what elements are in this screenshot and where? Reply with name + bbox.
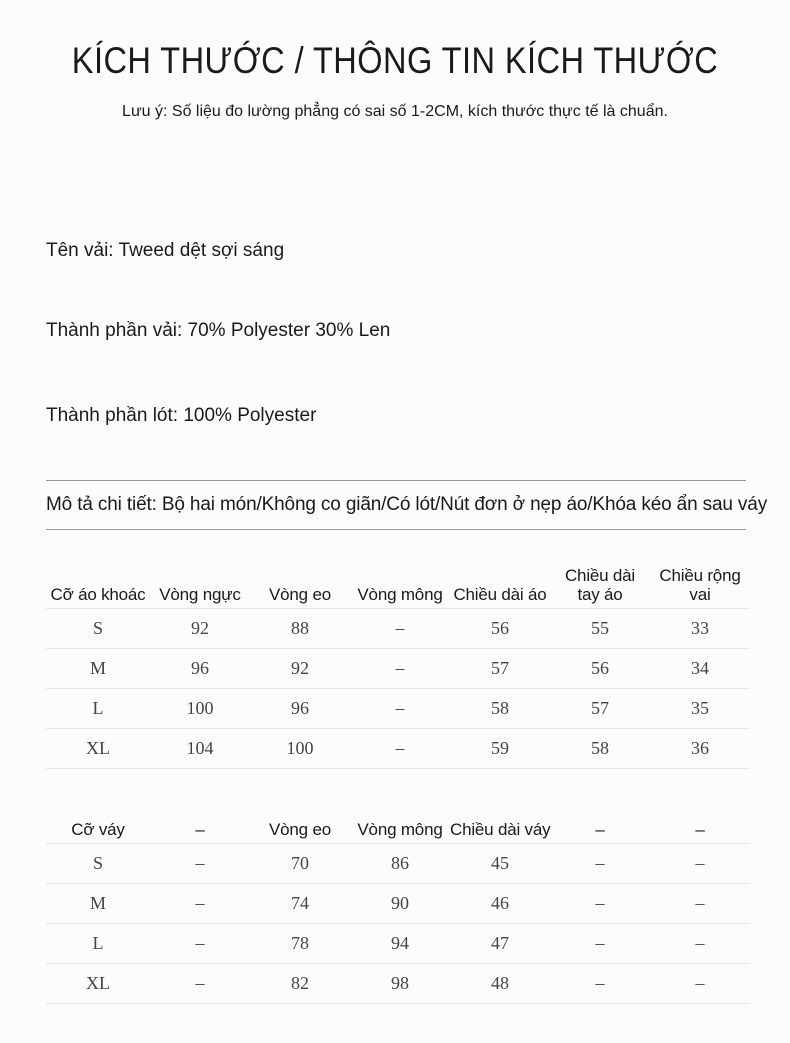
table-cell: – <box>350 609 450 649</box>
table-cell: 90 <box>350 884 450 924</box>
table-cell: – <box>650 924 750 964</box>
table-cell: – <box>350 729 450 769</box>
table-cell: – <box>150 924 250 964</box>
table-cell: 94 <box>350 924 450 964</box>
table-cell: 88 <box>250 609 350 649</box>
table-cell: 86 <box>350 844 450 884</box>
table-cell: XL <box>46 729 150 769</box>
table-cell: 74 <box>250 884 350 924</box>
table-cell: L <box>46 924 150 964</box>
skirt-header-hip: Vòng mông <box>350 820 450 844</box>
lining-composition: Thành phần lót: 100% Polyester <box>46 405 317 426</box>
table-cell: 57 <box>550 689 650 729</box>
table-cell: 46 <box>450 884 550 924</box>
table-cell: 56 <box>550 649 650 689</box>
jacket-header-bust: Vòng ngực <box>150 566 250 609</box>
table-row <box>46 964 750 1004</box>
table-cell: – <box>550 924 650 964</box>
table-cell: 104 <box>150 729 250 769</box>
table-cell: – <box>350 689 450 729</box>
skirt-header-length: Chiều dài váy <box>450 820 550 844</box>
table-cell: 56 <box>450 609 550 649</box>
fabric-name: Tên vải: Tweed dệt sợi sáng <box>46 240 285 261</box>
measurement-note: Lưu ý: Số liệu đo lường phẳng có sai số 1-2CM, kích thước thực tế là chuẩn. <box>122 103 668 120</box>
table-cell: 98 <box>350 964 450 1004</box>
table-cell: M <box>46 884 150 924</box>
table-cell: 57 <box>450 649 550 689</box>
jacket-header-hip: Vòng mông <box>350 566 450 609</box>
table-cell: XL <box>46 964 150 1004</box>
table-cell: 82 <box>250 964 350 1004</box>
table-cell: – <box>150 884 250 924</box>
jacket-header-sleeve: Chiều dài tay áo <box>550 566 650 609</box>
table-cell: 59 <box>450 729 550 769</box>
jacket-header-length: Chiều dài áo <box>450 566 550 609</box>
table-cell: 36 <box>650 729 750 769</box>
table-cell: 70 <box>250 844 350 884</box>
table-cell: 33 <box>650 609 750 649</box>
table-cell: – <box>550 884 650 924</box>
jacket-table-header-row <box>46 566 750 609</box>
table-cell: M <box>46 649 150 689</box>
table-row <box>46 924 750 964</box>
table-cell: 55 <box>550 609 650 649</box>
table-cell: 35 <box>650 689 750 729</box>
jacket-size-table <box>46 566 750 769</box>
table-cell: – <box>150 964 250 1004</box>
skirt-header-empty-3: – <box>650 820 750 844</box>
page-title: KÍCH THƯỚC / THÔNG TIN KÍCH THƯỚC <box>71 40 719 81</box>
jacket-header-waist: Vòng eo <box>250 566 350 609</box>
table-cell: 92 <box>250 649 350 689</box>
table-cell: 45 <box>450 844 550 884</box>
table-row <box>46 729 750 769</box>
jacket-header-size: Cỡ áo khoác <box>46 566 150 609</box>
table-cell: L <box>46 689 150 729</box>
skirt-table-header-row <box>46 820 750 844</box>
skirt-header-empty-2: – <box>550 820 650 844</box>
divider-bottom <box>46 529 746 530</box>
table-cell: 78 <box>250 924 350 964</box>
skirt-size-table <box>46 820 750 1004</box>
table-cell: 96 <box>150 649 250 689</box>
table-cell: – <box>550 964 650 1004</box>
table-cell: 96 <box>250 689 350 729</box>
table-cell: 92 <box>150 609 250 649</box>
table-cell: 34 <box>650 649 750 689</box>
skirt-header-size: Cỡ váy <box>46 820 150 844</box>
table-cell: – <box>650 884 750 924</box>
table-cell: S <box>46 844 150 884</box>
table-cell: 58 <box>550 729 650 769</box>
jacket-table-body <box>46 609 750 769</box>
table-cell: 100 <box>150 689 250 729</box>
jacket-header-shoulder: Chiều rộng vai <box>650 566 750 609</box>
table-cell: – <box>650 964 750 1004</box>
skirt-header-waist: Vòng eo <box>250 820 350 844</box>
table-cell: 48 <box>450 964 550 1004</box>
fabric-composition: Thành phần vải: 70% Polyester 30% Len <box>46 320 391 341</box>
skirt-table-body <box>46 844 750 1004</box>
table-cell: S <box>46 609 150 649</box>
divider-top <box>46 480 746 481</box>
table-row <box>46 884 750 924</box>
table-cell: – <box>150 844 250 884</box>
table-row <box>46 649 750 689</box>
table-cell: – <box>350 649 450 689</box>
skirt-header-empty-1: – <box>150 820 250 844</box>
table-cell: – <box>550 844 650 884</box>
table-row <box>46 844 750 884</box>
table-cell: 47 <box>450 924 550 964</box>
table-cell: 58 <box>450 689 550 729</box>
table-cell: – <box>650 844 750 884</box>
table-row <box>46 689 750 729</box>
table-row <box>46 609 750 649</box>
detail-description: Mô tả chi tiết: Bộ hai món/Không co giãn/Có lót/Nút đơn ở nẹp áo/Khóa kéo ẩn sau váy <box>46 494 768 515</box>
table-cell: 100 <box>250 729 350 769</box>
